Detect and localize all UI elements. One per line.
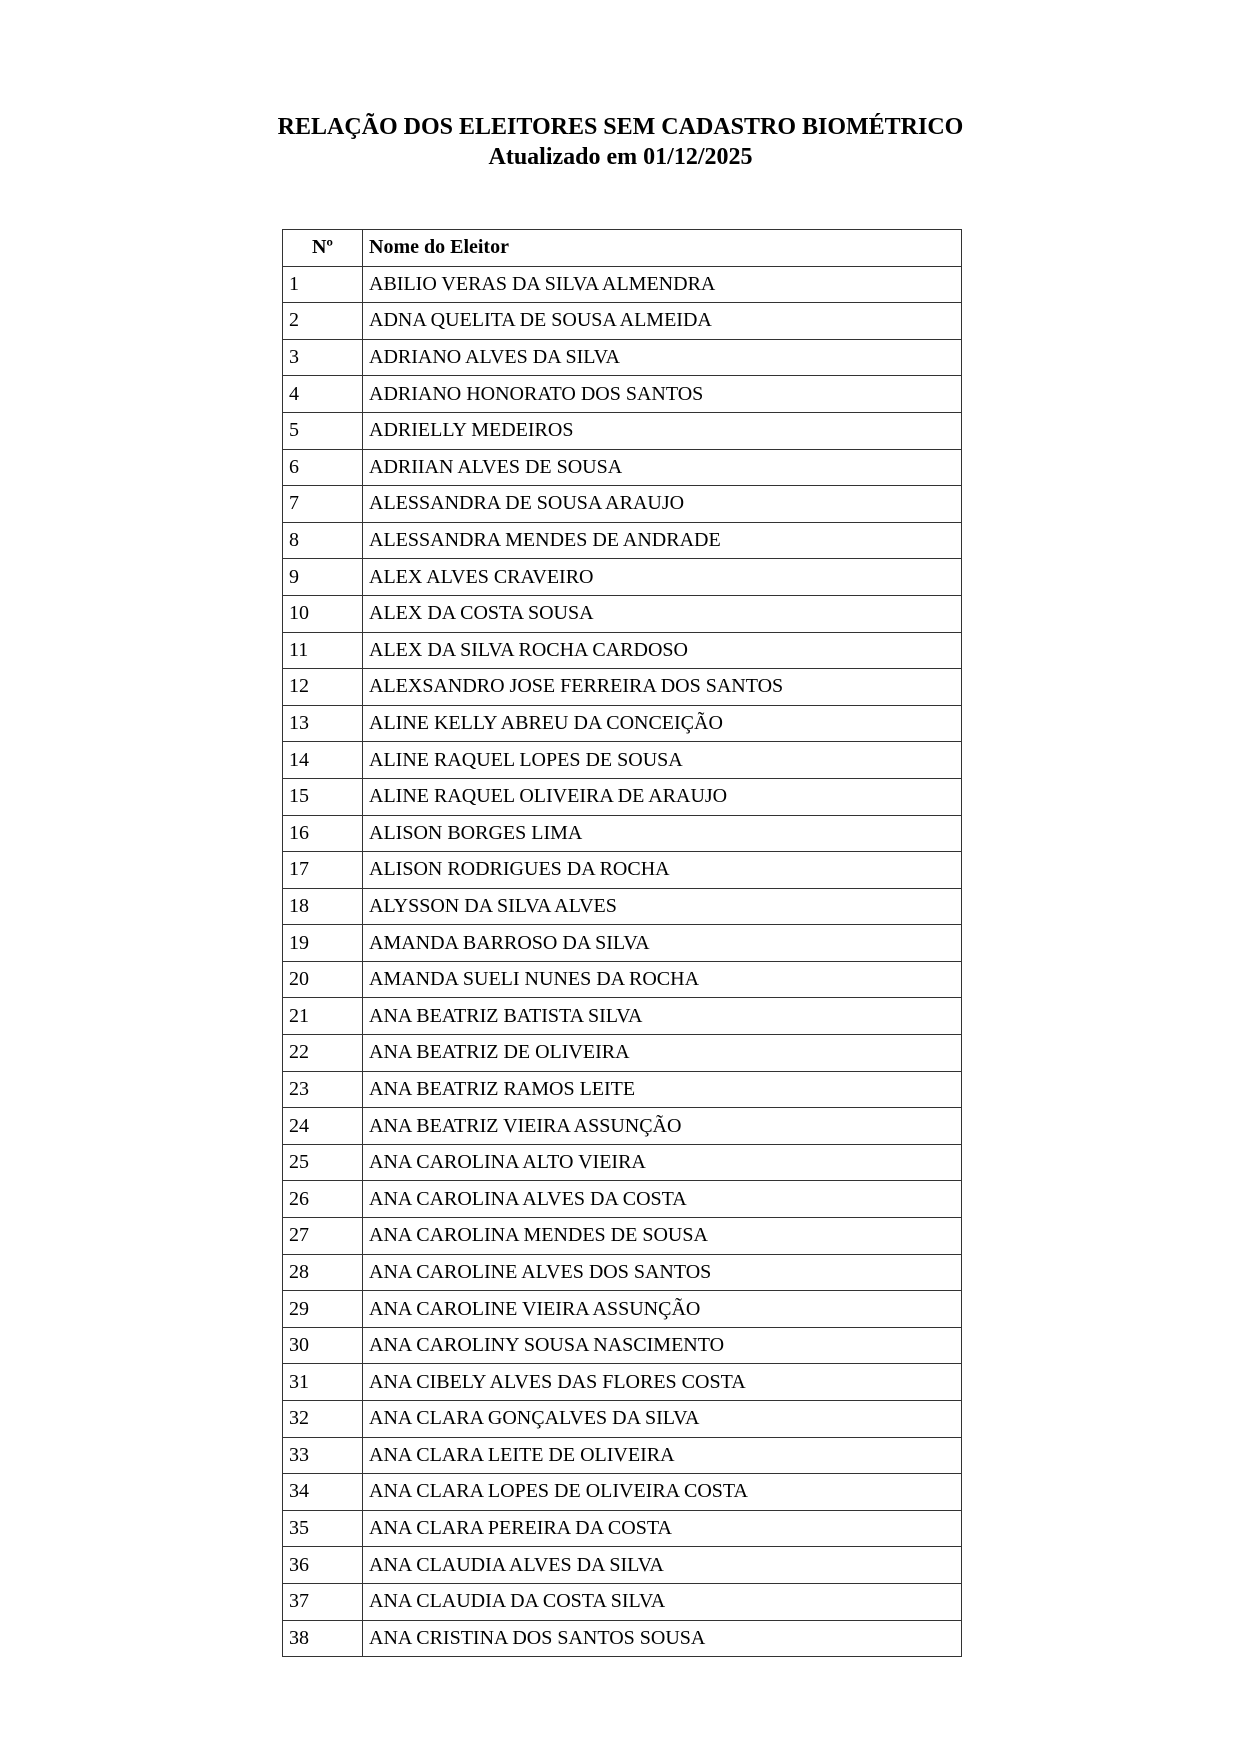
header-voter-name: Nome do Eleitor bbox=[363, 230, 962, 267]
table-row bbox=[283, 998, 962, 1035]
voter-name: ANA CLARA LOPES DE OLIVEIRA COSTA bbox=[363, 1474, 962, 1511]
row-number: 10 bbox=[283, 595, 363, 632]
table-row bbox=[283, 486, 962, 523]
table-row bbox=[283, 1291, 962, 1328]
table-row bbox=[283, 339, 962, 376]
row-number: 33 bbox=[283, 1437, 363, 1474]
voter-name: ALISON BORGES LIMA bbox=[363, 815, 962, 852]
table-row bbox=[283, 742, 962, 779]
table-row bbox=[283, 669, 962, 706]
table-row bbox=[283, 852, 962, 889]
row-number: 4 bbox=[283, 376, 363, 413]
table-row bbox=[283, 559, 962, 596]
row-number: 15 bbox=[283, 778, 363, 815]
row-number: 36 bbox=[283, 1547, 363, 1584]
row-number: 23 bbox=[283, 1071, 363, 1108]
table-row bbox=[283, 1181, 962, 1218]
voter-name: ANA CAROLINA ALVES DA COSTA bbox=[363, 1181, 962, 1218]
voter-name: ANA BEATRIZ RAMOS LEITE bbox=[363, 1071, 962, 1108]
table-row bbox=[283, 1510, 962, 1547]
row-number: 29 bbox=[283, 1291, 363, 1328]
table-row bbox=[283, 449, 962, 486]
voter-name: ANA CAROLINE ALVES DOS SANTOS bbox=[363, 1254, 962, 1291]
row-number: 17 bbox=[283, 852, 363, 889]
row-number: 3 bbox=[283, 339, 363, 376]
row-number: 7 bbox=[283, 486, 363, 523]
voter-name: ALESSANDRA DE SOUSA ARAUJO bbox=[363, 486, 962, 523]
row-number: 1 bbox=[283, 266, 363, 303]
voter-name: ANA CIBELY ALVES DAS FLORES COSTA bbox=[363, 1364, 962, 1401]
document-subtitle: Atualizado em 01/12/2025 bbox=[488, 144, 753, 170]
table-row bbox=[283, 266, 962, 303]
row-number: 37 bbox=[283, 1583, 363, 1620]
row-number: 27 bbox=[283, 1218, 363, 1255]
table-row bbox=[283, 1254, 962, 1291]
row-number: 38 bbox=[283, 1620, 363, 1657]
row-number: 32 bbox=[283, 1401, 363, 1438]
table-row bbox=[283, 632, 962, 669]
table-row bbox=[283, 1583, 962, 1620]
table-row bbox=[283, 376, 962, 413]
row-number: 35 bbox=[283, 1510, 363, 1547]
voter-name: ANA BEATRIZ BATISTA SILVA bbox=[363, 998, 962, 1035]
row-number: 5 bbox=[283, 412, 363, 449]
voter-name: ALYSSON DA SILVA ALVES bbox=[363, 888, 962, 925]
table-row bbox=[283, 888, 962, 925]
table-row bbox=[283, 778, 962, 815]
table-row bbox=[283, 412, 962, 449]
voter-name: ALINE RAQUEL LOPES DE SOUSA bbox=[363, 742, 962, 779]
table-body bbox=[283, 266, 962, 1657]
row-number: 21 bbox=[283, 998, 363, 1035]
table-header bbox=[283, 230, 962, 267]
voter-name: ADRIELLY MEDEIROS bbox=[363, 412, 962, 449]
row-number: 16 bbox=[283, 815, 363, 852]
row-number: 28 bbox=[283, 1254, 363, 1291]
voter-name: ALISON RODRIGUES DA ROCHA bbox=[363, 852, 962, 889]
voter-name: AMANDA SUELI NUNES DA ROCHA bbox=[363, 961, 962, 998]
table-row bbox=[283, 1071, 962, 1108]
row-number: 22 bbox=[283, 1035, 363, 1072]
row-number: 11 bbox=[283, 632, 363, 669]
row-number: 2 bbox=[283, 303, 363, 340]
voter-name: ANA BEATRIZ DE OLIVEIRA bbox=[363, 1035, 962, 1072]
voter-name: ALEXSANDRO JOSE FERREIRA DOS SANTOS bbox=[363, 669, 962, 706]
table-row bbox=[283, 1547, 962, 1584]
voter-name: ALESSANDRA MENDES DE ANDRADE bbox=[363, 522, 962, 559]
row-number: 8 bbox=[283, 522, 363, 559]
voter-name: ALINE RAQUEL OLIVEIRA DE ARAUJO bbox=[363, 778, 962, 815]
header-row bbox=[283, 230, 962, 267]
voter-name: ABILIO VERAS DA SILVA ALMENDRA bbox=[363, 266, 962, 303]
row-number: 6 bbox=[283, 449, 363, 486]
table-row bbox=[283, 705, 962, 742]
voter-name: ANA CLARA PEREIRA DA COSTA bbox=[363, 1510, 962, 1547]
row-number: 26 bbox=[283, 1181, 363, 1218]
row-number: 12 bbox=[283, 669, 363, 706]
row-number: 19 bbox=[283, 925, 363, 962]
row-number: 34 bbox=[283, 1474, 363, 1511]
voter-name: ADRIANO ALVES DA SILVA bbox=[363, 339, 962, 376]
voter-name: ALEX ALVES CRAVEIRO bbox=[363, 559, 962, 596]
voter-name: ALEX DA COSTA SOUSA bbox=[363, 595, 962, 632]
table-row bbox=[283, 961, 962, 998]
row-number: 20 bbox=[283, 961, 363, 998]
table-row bbox=[283, 595, 962, 632]
table-row bbox=[283, 1327, 962, 1364]
row-number: 18 bbox=[283, 888, 363, 925]
table-row bbox=[283, 1437, 962, 1474]
row-number: 30 bbox=[283, 1327, 363, 1364]
voter-name: ADNA QUELITA DE SOUSA ALMEIDA bbox=[363, 303, 962, 340]
voter-name: ANA CAROLINA MENDES DE SOUSA bbox=[363, 1218, 962, 1255]
row-number: 25 bbox=[283, 1144, 363, 1181]
table-row bbox=[283, 1364, 962, 1401]
voter-name: ANA CLAUDIA ALVES DA SILVA bbox=[363, 1547, 962, 1584]
header-number: Nº bbox=[283, 230, 363, 267]
table-row bbox=[283, 1144, 962, 1181]
table-row bbox=[283, 1035, 962, 1072]
table-row bbox=[283, 522, 962, 559]
voter-name: ALEX DA SILVA ROCHA CARDOSO bbox=[363, 632, 962, 669]
table-row bbox=[283, 1474, 962, 1511]
document-title: RELAÇÃO DOS ELEITORES SEM CADASTRO BIOMÉTRICO bbox=[277, 114, 964, 140]
voter-name: ANA CAROLINY SOUSA NASCIMENTO bbox=[363, 1327, 962, 1364]
voter-name: AMANDA BARROSO DA SILVA bbox=[363, 925, 962, 962]
voter-name: ANA BEATRIZ VIEIRA ASSUNÇÃO bbox=[363, 1108, 962, 1145]
table-row bbox=[283, 1108, 962, 1145]
voter-name: ANA CLARA LEITE DE OLIVEIRA bbox=[363, 1437, 962, 1474]
row-number: 24 bbox=[283, 1108, 363, 1145]
voter-name: ANA CLAUDIA DA COSTA SILVA bbox=[363, 1583, 962, 1620]
table-row bbox=[283, 303, 962, 340]
voter-name: ADRIANO HONORATO DOS SANTOS bbox=[363, 376, 962, 413]
voter-name: ANA CAROLINA ALTO VIEIRA bbox=[363, 1144, 962, 1181]
voters-table bbox=[282, 229, 962, 1657]
voter-name: ANA CLARA GONÇALVES DA SILVA bbox=[363, 1401, 962, 1438]
row-number: 13 bbox=[283, 705, 363, 742]
table-row bbox=[283, 1218, 962, 1255]
row-number: 14 bbox=[283, 742, 363, 779]
row-number: 31 bbox=[283, 1364, 363, 1401]
table-row bbox=[283, 1401, 962, 1438]
table-row bbox=[283, 815, 962, 852]
table-row bbox=[283, 925, 962, 962]
voter-name: ANA CRISTINA DOS SANTOS SOUSA bbox=[363, 1620, 962, 1657]
voter-name: ANA CAROLINE VIEIRA ASSUNÇÃO bbox=[363, 1291, 962, 1328]
voter-name: ALINE KELLY ABREU DA CONCEIÇÃO bbox=[363, 705, 962, 742]
voter-name: ADRIIAN ALVES DE SOUSA bbox=[363, 449, 962, 486]
table-row bbox=[283, 1620, 962, 1657]
row-number: 9 bbox=[283, 559, 363, 596]
